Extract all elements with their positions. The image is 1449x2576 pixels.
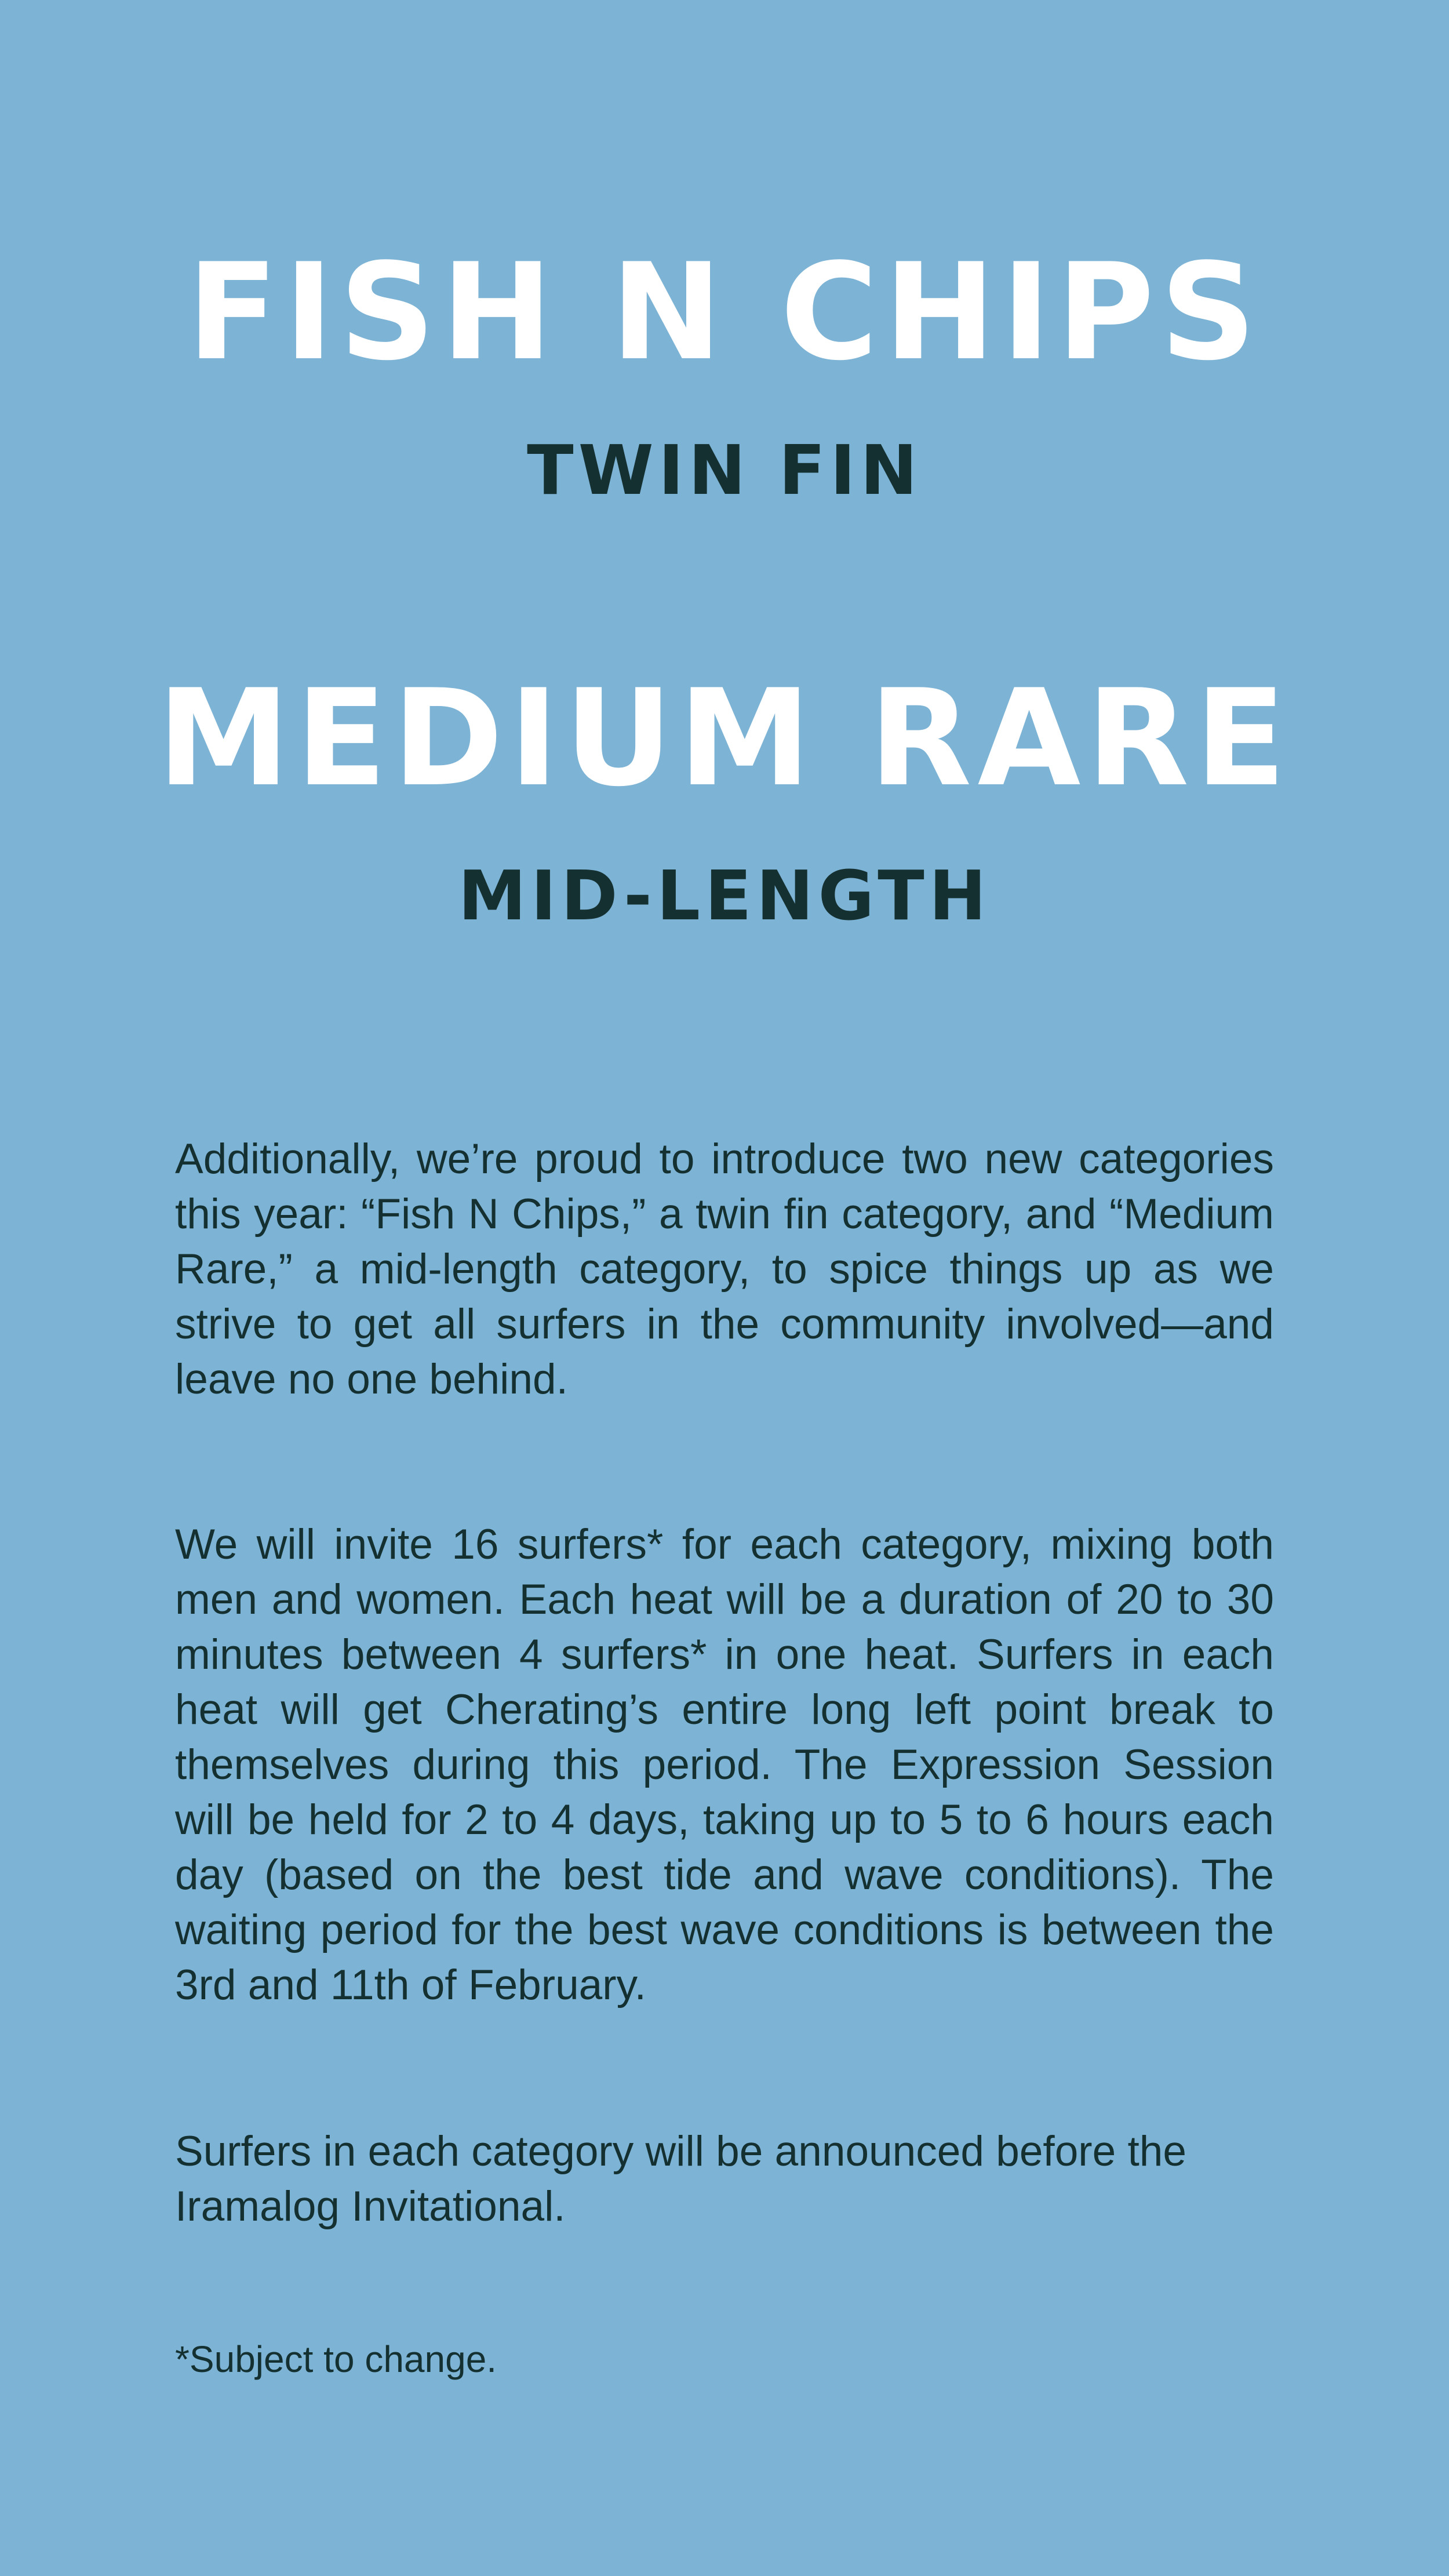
paragraph-intro: Additionally, we’re proud to introduce two new categories this year: “Fish N Chips,” a twin fin category, and “Medium Rare,” a mid-length category, to spice things up as we strive to get all surfers in the community involved—and leave no one behind.	[175, 1136, 1274, 1403]
footnote: *Subject to change.	[175, 2338, 497, 2380]
category-subtitle-twin-fin: TWIN FIN	[527, 430, 922, 510]
paragraph-announcement: Surfers in each category will be announced before the Iramalog Invitational.	[175, 2128, 1186, 2230]
category-title-medium-rare: MEDIUM RARE	[157, 661, 1292, 816]
paragraph-details: We will invite 16 surfers* for each category, mixing both men and women. Each heat will be a duration of 20 to 30 minutes between 4 surfers* in one heat. Surfers in each heat will get Cherating’s entire long left point break to themselves during this period. The Expression Session will be held for 2 to 4 days, taking up to 5 to 6 hours each day (based on the best tide and wave conditions). The waiting period for the best wave conditions is between the 3rd and 11th of February.	[175, 1521, 1274, 2009]
category-title-fish-n-chips: FISH N CHIPS	[187, 235, 1262, 390]
category-subtitle-mid-length: MID-LENGTH	[458, 856, 991, 936]
